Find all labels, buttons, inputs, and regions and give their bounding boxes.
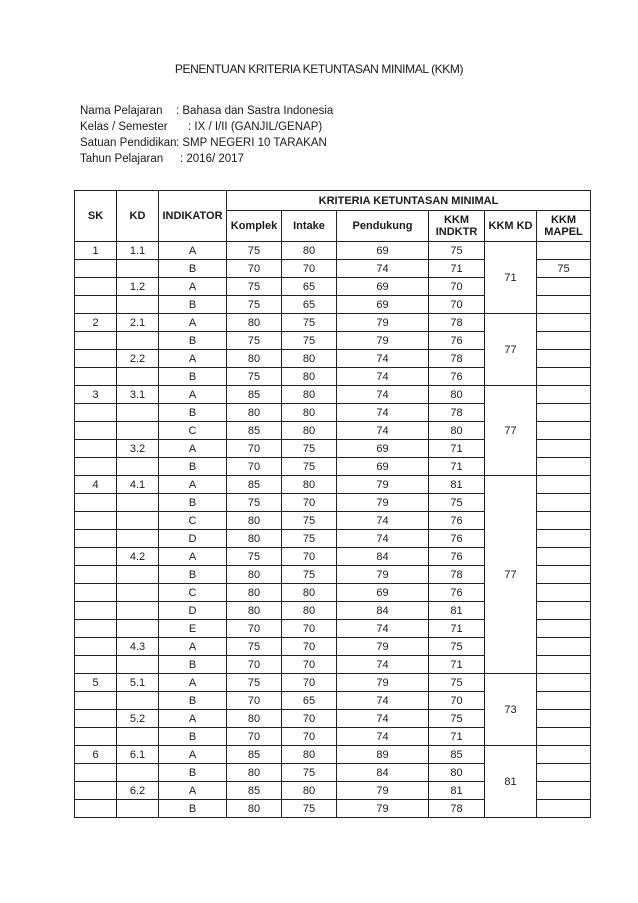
cell-indikator: B: [159, 404, 227, 422]
cell-kd: [117, 656, 159, 674]
info-row: [80, 119, 333, 135]
cell-sk: [75, 494, 117, 512]
cell-sk: [75, 566, 117, 584]
cell-kd: 5.2: [117, 710, 159, 728]
cell-kkm-kd: 71: [485, 242, 537, 314]
cell-komplek: 75: [227, 548, 282, 566]
info-label: Tahun Pelajaran: [80, 153, 164, 165]
cell-kd: [117, 602, 159, 620]
cell-sk: [75, 782, 117, 800]
table-row: [75, 746, 591, 764]
cell-kd: 2.1: [117, 314, 159, 332]
cell-pendukung: 74: [337, 512, 429, 530]
cell-indikator: A: [159, 440, 227, 458]
cell-kd: [117, 260, 159, 278]
cell-komplek: 75: [227, 278, 282, 296]
cell-intake: 75: [282, 458, 337, 476]
cell-kkm-mapel: [537, 476, 591, 494]
cell-kkm-indktr: 76: [429, 530, 485, 548]
cell-kkm-mapel: [537, 530, 591, 548]
cell-kkm-indktr: 70: [429, 296, 485, 314]
cell-pendukung: 79: [337, 800, 429, 818]
cell-sk: [75, 692, 117, 710]
cell-komplek: 80: [227, 350, 282, 368]
info-row: [80, 135, 333, 151]
cell-komplek: 70: [227, 260, 282, 278]
cell-kd: [117, 368, 159, 386]
cell-intake: 75: [282, 332, 337, 350]
cell-komplek: 80: [227, 584, 282, 602]
cell-kkm-indktr: 78: [429, 350, 485, 368]
cell-intake: 75: [282, 440, 337, 458]
cell-indikator: A: [159, 710, 227, 728]
cell-indikator: A: [159, 386, 227, 404]
cell-kkm-indktr: 71: [429, 656, 485, 674]
cell-intake: 70: [282, 260, 337, 278]
cell-kkm-mapel: [537, 494, 591, 512]
cell-pendukung: 79: [337, 494, 429, 512]
cell-sk: [75, 620, 117, 638]
cell-kkm-mapel: [537, 296, 591, 314]
cell-kkm-indktr: 76: [429, 584, 485, 602]
cell-indikator: B: [159, 692, 227, 710]
cell-kd: 3.2: [117, 440, 159, 458]
cell-sk: [75, 512, 117, 530]
info-label: Nama Pelajaran: [80, 105, 163, 117]
cell-intake: 80: [282, 782, 337, 800]
cell-pendukung: 69: [337, 278, 429, 296]
cell-intake: 70: [282, 494, 337, 512]
info-value: : SMP NEGERI 10 TARAKAN: [176, 137, 327, 149]
cell-kkm-mapel: [537, 368, 591, 386]
header-kkm-indktr-line2: INDKTR: [435, 226, 478, 238]
cell-kd: [117, 764, 159, 782]
cell-kkm-mapel: [537, 584, 591, 602]
cell-indikator: A: [159, 242, 227, 260]
cell-sk: [75, 548, 117, 566]
cell-indikator: A: [159, 548, 227, 566]
cell-kkm-indktr: 70: [429, 692, 485, 710]
cell-kkm-kd: 77: [485, 314, 537, 386]
cell-pendukung: 84: [337, 602, 429, 620]
cell-komplek: 80: [227, 764, 282, 782]
cell-sk: [75, 638, 117, 656]
cell-komplek: 70: [227, 656, 282, 674]
cell-sk: [75, 404, 117, 422]
cell-kkm-indktr: 80: [429, 386, 485, 404]
cell-kd: [117, 692, 159, 710]
cell-sk: [75, 728, 117, 746]
cell-indikator: B: [159, 458, 227, 476]
cell-komplek: 75: [227, 494, 282, 512]
cell-intake: 80: [282, 242, 337, 260]
cell-intake: 80: [282, 404, 337, 422]
cell-pendukung: 74: [337, 368, 429, 386]
cell-kkm-indktr: 76: [429, 548, 485, 566]
cell-komplek: 75: [227, 332, 282, 350]
cell-pendukung: 74: [337, 656, 429, 674]
cell-kd: [117, 494, 159, 512]
cell-indikator: A: [159, 314, 227, 332]
cell-kkm-mapel: [537, 692, 591, 710]
cell-kd: 4.1: [117, 476, 159, 494]
cell-kd: [117, 800, 159, 818]
cell-intake: 80: [282, 746, 337, 764]
cell-sk: [75, 458, 117, 476]
cell-pendukung: 79: [337, 782, 429, 800]
cell-kkm-mapel: [537, 422, 591, 440]
info-label: Satuan Pendidikan: [80, 137, 177, 149]
cell-komplek: 75: [227, 638, 282, 656]
cell-pendukung: 74: [337, 404, 429, 422]
cell-kd: [117, 296, 159, 314]
cell-kd: 6.2: [117, 782, 159, 800]
cell-intake: 70: [282, 656, 337, 674]
cell-pendukung: 74: [337, 692, 429, 710]
cell-kkm-mapel: [537, 566, 591, 584]
cell-sk: [75, 764, 117, 782]
cell-pendukung: 74: [337, 350, 429, 368]
cell-kkm-indktr: 75: [429, 242, 485, 260]
info-label: Kelas / Semester: [80, 121, 168, 133]
cell-pendukung: 84: [337, 764, 429, 782]
cell-kkm-mapel: [537, 674, 591, 692]
cell-kkm-indktr: 75: [429, 710, 485, 728]
cell-kkm-mapel: [537, 404, 591, 422]
cell-indikator: A: [159, 350, 227, 368]
cell-pendukung: 74: [337, 728, 429, 746]
cell-indikator: A: [159, 638, 227, 656]
cell-sk: [75, 422, 117, 440]
cell-kd: [117, 512, 159, 530]
cell-kkm-mapel: [537, 548, 591, 566]
cell-indikator: B: [159, 296, 227, 314]
cell-indikator: B: [159, 368, 227, 386]
cell-komplek: 80: [227, 800, 282, 818]
cell-komplek: 80: [227, 602, 282, 620]
cell-komplek: 80: [227, 530, 282, 548]
cell-kd: [117, 422, 159, 440]
cell-kkm-indktr: 80: [429, 764, 485, 782]
cell-sk: [75, 332, 117, 350]
cell-kkm-indktr: 78: [429, 314, 485, 332]
cell-komplek: 70: [227, 458, 282, 476]
cell-kd: [117, 566, 159, 584]
cell-pendukung: 79: [337, 332, 429, 350]
header-indikator: INDIKATOR: [159, 191, 227, 242]
cell-kkm-mapel: [537, 332, 591, 350]
cell-komplek: 75: [227, 242, 282, 260]
cell-komplek: 80: [227, 566, 282, 584]
cell-komplek: 75: [227, 296, 282, 314]
header-sk: SK: [75, 191, 117, 242]
cell-kkm-indktr: 71: [429, 620, 485, 638]
table-row: [75, 314, 591, 332]
cell-sk: [75, 260, 117, 278]
cell-kd: [117, 458, 159, 476]
cell-intake: 70: [282, 674, 337, 692]
cell-sk: 6: [75, 746, 117, 764]
cell-kkm-indktr: 70: [429, 278, 485, 296]
cell-indikator: B: [159, 800, 227, 818]
cell-indikator: A: [159, 476, 227, 494]
cell-kkm-mapel: [537, 350, 591, 368]
cell-intake: 75: [282, 512, 337, 530]
cell-komplek: 80: [227, 710, 282, 728]
cell-indikator: A: [159, 746, 227, 764]
table-row: [75, 386, 591, 404]
cell-pendukung: 74: [337, 422, 429, 440]
cell-kkm-mapel: [537, 512, 591, 530]
cell-kkm-mapel: [537, 386, 591, 404]
header-intake: Intake: [282, 211, 337, 242]
cell-komplek: 85: [227, 386, 282, 404]
cell-sk: [75, 440, 117, 458]
cell-kd: 6.1: [117, 746, 159, 764]
cell-indikator: E: [159, 620, 227, 638]
cell-kkm-indktr: 75: [429, 494, 485, 512]
info-value: : IX / I/II (GANJIL/GENAP): [188, 121, 323, 133]
cell-komplek: 70: [227, 728, 282, 746]
cell-kkm-indktr: 75: [429, 674, 485, 692]
cell-kkm-mapel: [537, 602, 591, 620]
cell-kkm-mapel: [537, 458, 591, 476]
info-value: : Bahasa dan Sastra Indonesia: [176, 105, 334, 117]
cell-kkm-mapel: [537, 278, 591, 296]
info-value: : 2016/ 2017: [180, 153, 244, 165]
cell-sk: [75, 296, 117, 314]
cell-pendukung: 74: [337, 710, 429, 728]
subject-info: [80, 103, 333, 167]
cell-kkm-kd: 77: [485, 386, 537, 476]
cell-intake: 80: [282, 368, 337, 386]
header-kriteria-group: KRITERIA KETUNTASAN MINIMAL: [227, 191, 591, 211]
cell-komplek: 80: [227, 512, 282, 530]
cell-kd: [117, 404, 159, 422]
table-row: [75, 476, 591, 494]
cell-sk: [75, 656, 117, 674]
document-title: PENENTUAN KRITERIA KETUNTASAN MINIMAL (KKM): [174, 62, 464, 76]
cell-kd: 1.1: [117, 242, 159, 260]
cell-indikator: C: [159, 512, 227, 530]
cell-indikator: A: [159, 278, 227, 296]
cell-kkm-indktr: 71: [429, 260, 485, 278]
cell-indikator: C: [159, 422, 227, 440]
cell-indikator: B: [159, 728, 227, 746]
info-row: [80, 103, 333, 119]
cell-kd: 4.3: [117, 638, 159, 656]
cell-indikator: B: [159, 494, 227, 512]
cell-sk: [75, 530, 117, 548]
cell-kkm-mapel: [537, 242, 591, 260]
cell-kkm-indktr: 71: [429, 728, 485, 746]
cell-intake: 80: [282, 476, 337, 494]
cell-sk: [75, 800, 117, 818]
cell-sk: [75, 710, 117, 728]
cell-pendukung: 79: [337, 638, 429, 656]
cell-kkm-indktr: 71: [429, 440, 485, 458]
cell-pendukung: 79: [337, 674, 429, 692]
header-komplek: Komplek: [227, 211, 282, 242]
cell-kkm-mapel: [537, 782, 591, 800]
cell-kkm-mapel: [537, 620, 591, 638]
cell-kkm-mapel: 75: [537, 260, 591, 278]
cell-kkm-indktr: 81: [429, 476, 485, 494]
cell-indikator: B: [159, 332, 227, 350]
cell-pendukung: 74: [337, 620, 429, 638]
cell-komplek: 80: [227, 314, 282, 332]
header-kd: KD: [117, 191, 159, 242]
cell-pendukung: 69: [337, 440, 429, 458]
cell-intake: 70: [282, 710, 337, 728]
cell-komplek: 70: [227, 440, 282, 458]
cell-kkm-mapel: [537, 314, 591, 332]
cell-kkm-mapel: [537, 638, 591, 656]
cell-intake: 65: [282, 278, 337, 296]
cell-pendukung: 74: [337, 260, 429, 278]
cell-pendukung: 69: [337, 584, 429, 602]
kkm-table-body: [75, 242, 591, 818]
cell-pendukung: 69: [337, 242, 429, 260]
cell-komplek: 85: [227, 782, 282, 800]
cell-intake: 75: [282, 566, 337, 584]
cell-kkm-indktr: 75: [429, 638, 485, 656]
cell-pendukung: 84: [337, 548, 429, 566]
cell-intake: 75: [282, 530, 337, 548]
cell-kd: [117, 584, 159, 602]
cell-intake: 80: [282, 386, 337, 404]
cell-kkm-indktr: 76: [429, 368, 485, 386]
cell-intake: 80: [282, 584, 337, 602]
cell-komplek: 80: [227, 404, 282, 422]
cell-intake: 75: [282, 314, 337, 332]
cell-kd: 4.2: [117, 548, 159, 566]
cell-komplek: 75: [227, 674, 282, 692]
cell-kkm-mapel: [537, 656, 591, 674]
cell-kd: [117, 620, 159, 638]
cell-kkm-indktr: 71: [429, 458, 485, 476]
cell-kkm-mapel: [537, 728, 591, 746]
cell-kd: 3.1: [117, 386, 159, 404]
info-row: [80, 151, 333, 167]
cell-indikator: B: [159, 656, 227, 674]
cell-intake: 65: [282, 296, 337, 314]
table-row: [75, 674, 591, 692]
cell-pendukung: 69: [337, 458, 429, 476]
cell-komplek: 70: [227, 620, 282, 638]
cell-intake: 70: [282, 638, 337, 656]
cell-indikator: B: [159, 260, 227, 278]
cell-pendukung: 79: [337, 476, 429, 494]
cell-sk: [75, 350, 117, 368]
cell-komplek: 85: [227, 476, 282, 494]
cell-sk: 3: [75, 386, 117, 404]
header-kkm-kd: KKM KD: [485, 211, 537, 242]
cell-intake: 80: [282, 602, 337, 620]
header-kkm-mapel-line2: MAPEL: [544, 226, 583, 238]
cell-sk: 4: [75, 476, 117, 494]
cell-kkm-kd: 81: [485, 746, 537, 818]
header-kkm-mapel: [537, 211, 591, 242]
cell-pendukung: 69: [337, 296, 429, 314]
cell-kkm-indktr: 76: [429, 332, 485, 350]
cell-intake: 65: [282, 692, 337, 710]
cell-kkm-indktr: 76: [429, 512, 485, 530]
kkm-table: [74, 190, 591, 818]
cell-kd: 2.2: [117, 350, 159, 368]
cell-kkm-mapel: [537, 440, 591, 458]
cell-kkm-indktr: 78: [429, 404, 485, 422]
cell-indikator: D: [159, 530, 227, 548]
cell-kd: [117, 728, 159, 746]
cell-komplek: 85: [227, 746, 282, 764]
cell-komplek: 70: [227, 692, 282, 710]
cell-pendukung: 79: [337, 314, 429, 332]
cell-pendukung: 89: [337, 746, 429, 764]
cell-kkm-mapel: [537, 764, 591, 782]
cell-intake: 75: [282, 764, 337, 782]
cell-pendukung: 79: [337, 566, 429, 584]
cell-pendukung: 74: [337, 386, 429, 404]
cell-indikator: A: [159, 674, 227, 692]
cell-kd: [117, 530, 159, 548]
cell-kkm-indktr: 80: [429, 422, 485, 440]
cell-komplek: 75: [227, 368, 282, 386]
cell-kkm-indktr: 81: [429, 602, 485, 620]
cell-indikator: D: [159, 602, 227, 620]
cell-sk: 1: [75, 242, 117, 260]
cell-kkm-indktr: 78: [429, 800, 485, 818]
cell-intake: 80: [282, 350, 337, 368]
cell-sk: [75, 602, 117, 620]
cell-intake: 70: [282, 548, 337, 566]
cell-komplek: 85: [227, 422, 282, 440]
cell-sk: 5: [75, 674, 117, 692]
cell-kkm-kd: 77: [485, 476, 537, 674]
table-row: [75, 242, 591, 260]
cell-kkm-kd: 73: [485, 674, 537, 746]
cell-indikator: B: [159, 764, 227, 782]
cell-kkm-mapel: [537, 746, 591, 764]
cell-sk: [75, 584, 117, 602]
header-kkm-indktr: [429, 211, 485, 242]
header-kkm-indktr-line1: KKM: [443, 214, 470, 226]
cell-intake: 75: [282, 800, 337, 818]
cell-pendukung: 74: [337, 530, 429, 548]
cell-intake: 70: [282, 620, 337, 638]
cell-sk: [75, 278, 117, 296]
cell-kd: 1.2: [117, 278, 159, 296]
cell-kkm-indktr: 78: [429, 566, 485, 584]
header-kkm-mapel-line1: KKM: [550, 214, 577, 226]
cell-intake: 80: [282, 422, 337, 440]
cell-kkm-mapel: [537, 710, 591, 728]
cell-intake: 70: [282, 728, 337, 746]
cell-indikator: B: [159, 566, 227, 584]
cell-kd: [117, 332, 159, 350]
cell-kkm-mapel: [537, 800, 591, 818]
header-pendukung: Pendukung: [337, 211, 429, 242]
cell-indikator: C: [159, 584, 227, 602]
cell-sk: 2: [75, 314, 117, 332]
cell-indikator: A: [159, 782, 227, 800]
cell-kkm-indktr: 81: [429, 782, 485, 800]
cell-kkm-indktr: 85: [429, 746, 485, 764]
cell-sk: [75, 368, 117, 386]
cell-kd: 5.1: [117, 674, 159, 692]
